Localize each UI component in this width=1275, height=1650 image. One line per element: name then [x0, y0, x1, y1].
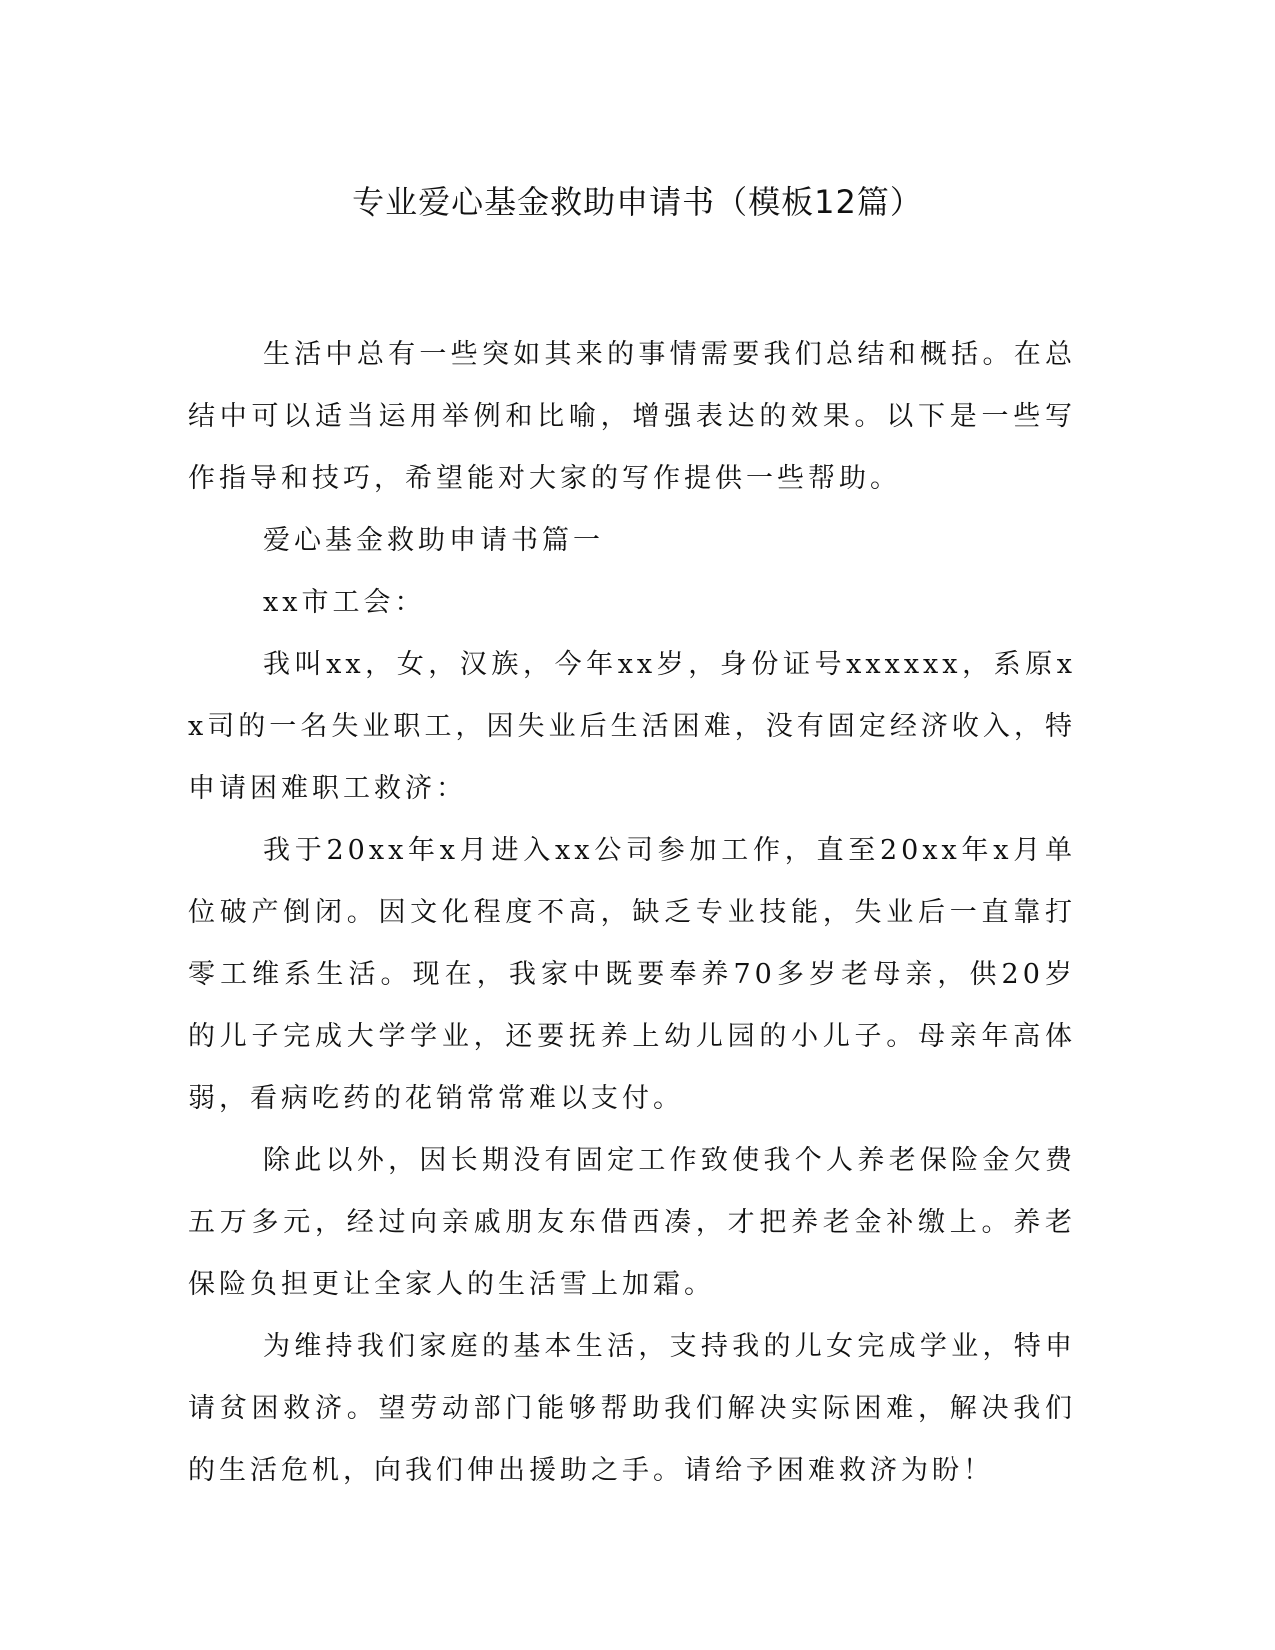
- body-paragraph: 为维持我们家庭的基本生活，支持我的儿女完成学业，特申请贫困救济。望劳动部门能够帮助我们解决实际困难，解决我们的生活危机，向我们伸出援助之手。请给予困难救济为盼！: [188, 1331, 1076, 1486]
- body-paragraph: 我叫xx，女，汉族，今年xx岁，身份证号xxxxxx，系原xx司的一名失业职工，因失业后生活困难，没有固定经济收入，特申请困难职工救济：: [188, 649, 1076, 804]
- body-paragraph: 除此以外，因长期没有固定工作致使我个人养老保险金欠费五万多元，经过向亲戚朋友东借西凑，才把养老金补缴上。养老保险负担更让全家人的生活雪上加霜。: [188, 1145, 1076, 1300]
- intro-paragraph: 生活中总有一些突如其来的事情需要我们总结和概括。在总结中可以适当运用举例和比喻，增强表达的效果。以下是一些写作指导和技巧，希望能对大家的写作提供一些帮助。: [188, 339, 1076, 494]
- salutation: xx市工会：: [263, 587, 426, 618]
- document-title: 专业爱心基金救助申请书（模板12篇）: [352, 183, 923, 221]
- document-body: [188, 324, 1076, 1502]
- section-heading: 爱心基金救助申请书篇一: [263, 525, 604, 556]
- body-paragraph: 我于20xx年x月进入xx公司参加工作，直至20xx年x月单位破产倒闭。因文化程度不高，缺乏专业技能，失业后一直靠打零工维系生活。现在，我家中既要奉养70多岁老母亲，供20岁的儿子完成大学学业，还要抚养上幼儿园的小儿子。母亲年高体弱，看病吃药的花销常常难以支付。: [188, 835, 1076, 1114]
